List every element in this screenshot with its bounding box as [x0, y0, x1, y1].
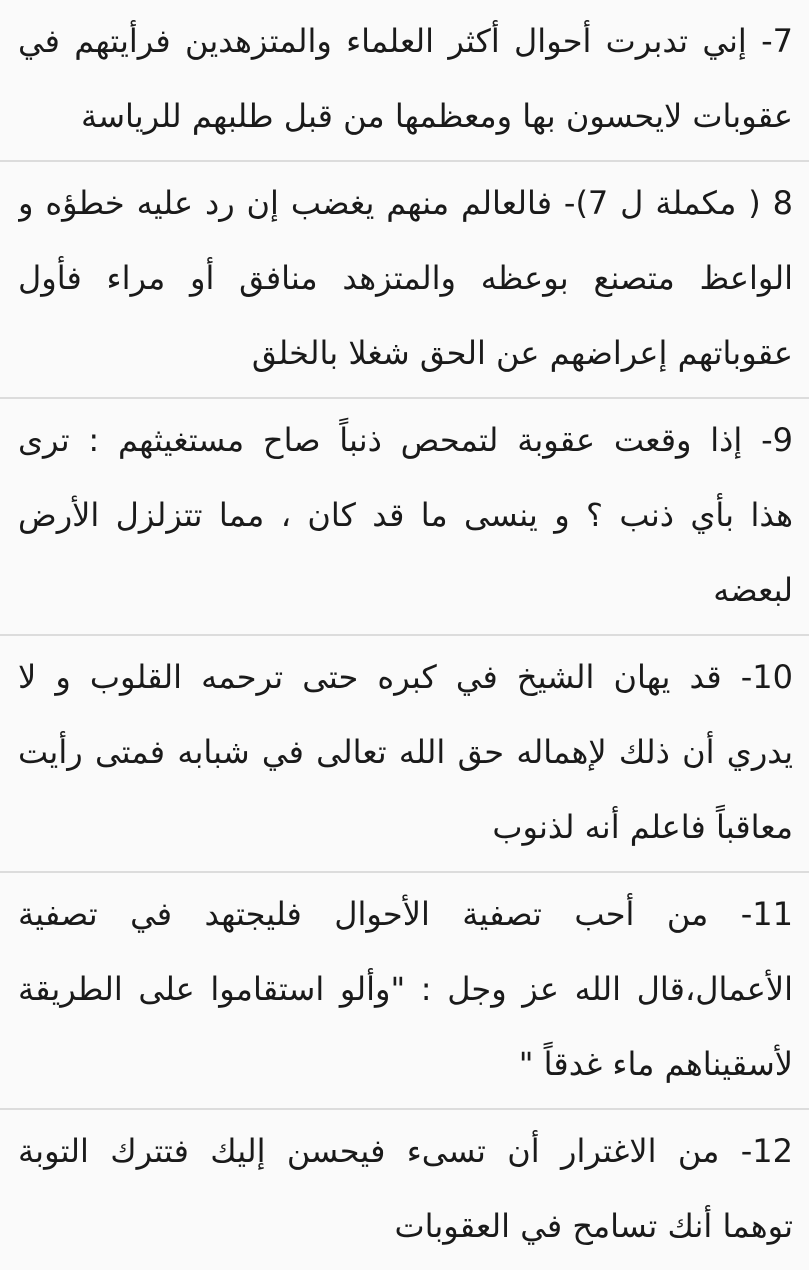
text-line: الواعظ متصنع بوعظه والمتزهد منافق أو مراء فأول	[18, 259, 793, 297]
text-line: هذا بأي ذنب ؟ و ينسى ما قد كان ، مما تتزلزل الأرض	[18, 496, 793, 534]
paragraph-7	[0, 0, 809, 162]
text-line: يدري أن ذلك لإهماله حق الله تعالى في شبابه فمتى رأيت	[18, 733, 793, 771]
text-line: 9- إذا وقعت عقوبة لتمحص ذنباً صاح مستغيثهم : ترى	[18, 421, 793, 459]
text-line: 12- من الاغترار أن تسىء فيحسن إليك فتترك التوبة	[18, 1132, 793, 1170]
text-line: لبعضه	[713, 571, 793, 609]
paragraph-11	[0, 873, 809, 1110]
text-line: لأسقيناهم ماء غدقاً "	[518, 1045, 793, 1083]
paragraph-12	[0, 1110, 809, 1270]
text-line: عقوباتهم إعراضهم عن الحق شغلا بالخلق	[251, 334, 793, 372]
text-line: معاقباً فاعلم أنه لذنوب	[492, 808, 793, 846]
text-line: 7- إني تدبرت أحوال أكثر العلماء والمتزهدين فرأيتهم في	[18, 22, 793, 60]
text-line: 10- قد يهان الشيخ في كبره حتى ترحمه القلوب و لا	[18, 658, 793, 696]
paragraph-8	[0, 162, 809, 399]
text-line: توهما أنك تسامح في العقوبات	[394, 1207, 793, 1245]
paragraph-9	[0, 399, 809, 636]
text-line: 8 ( مكملة ل 7)- فالعالم منهم يغضب إن رد عليه خطؤه و	[18, 184, 793, 222]
text-line: الأعمال،قال الله عز وجل : "وألو استقاموا على الطريقة	[18, 970, 793, 1008]
paragraph-10	[0, 636, 809, 873]
text-line: عقوبات لايحسون بها ومعظمها من قبل طلبهم للرياسة	[81, 97, 793, 135]
text-line: 11- من أحب تصفية الأحوال فليجتهد في تصفية	[18, 895, 793, 933]
